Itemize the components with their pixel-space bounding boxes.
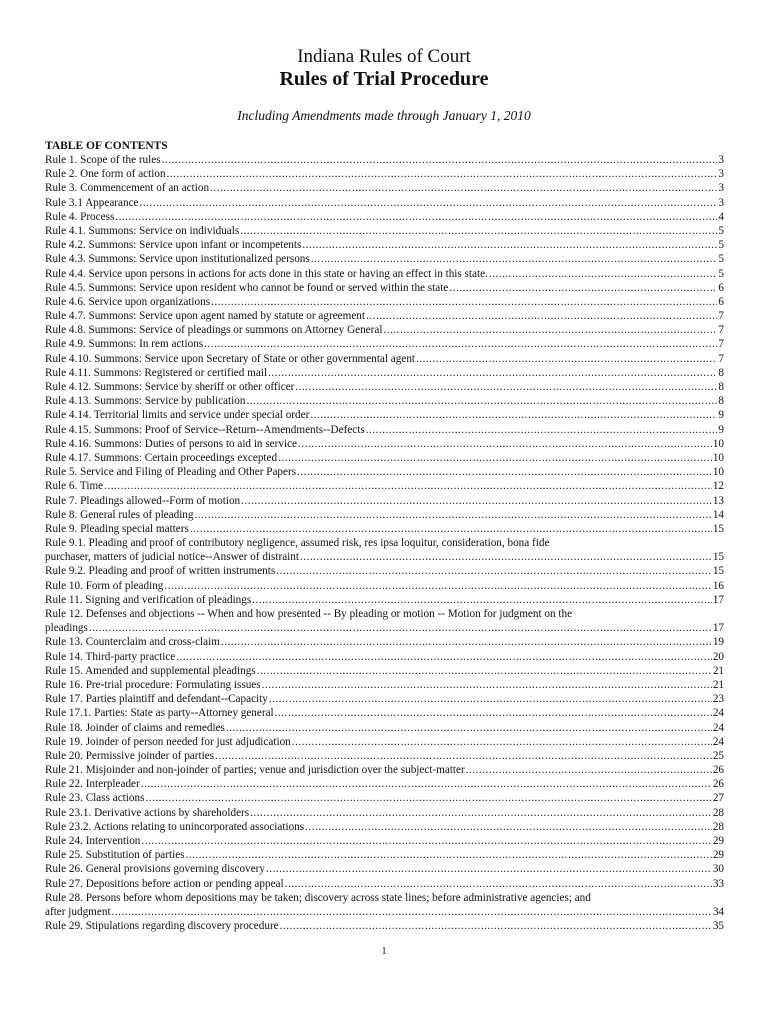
table-of-contents bbox=[45, 153, 724, 933]
document-title: Indiana Rules of Court bbox=[297, 46, 471, 67]
toc-entry-title: Rule 15. Amended and supplemental pleadings bbox=[45, 664, 256, 677]
toc-entry-page: 6 bbox=[718, 295, 724, 308]
toc-entry-page: 8 bbox=[718, 366, 724, 379]
toc-entry-title: Rule 4.2. Summons: Service upon infant or incompetents bbox=[45, 239, 302, 252]
toc-leader-dots bbox=[449, 281, 717, 295]
toc-leader-dots bbox=[240, 224, 717, 238]
toc-entry[interactable] bbox=[45, 862, 724, 876]
toc-entry-page: 21 bbox=[712, 678, 724, 691]
toc-leader-dots bbox=[366, 423, 718, 437]
toc-entry[interactable] bbox=[45, 721, 724, 735]
toc-entry-title: Rule 4.17. Summons: Certain proceedings excepted bbox=[45, 451, 278, 464]
toc-entry-page: 17 bbox=[712, 622, 724, 635]
toc-entry-title: Rule 4.5. Summons: Service upon resident who cannot be found or served within the state bbox=[45, 281, 449, 294]
toc-entry[interactable] bbox=[45, 423, 724, 437]
toc-entry-title: Rule 22. Interpleader bbox=[45, 778, 140, 791]
toc-entry-page: 26 bbox=[712, 778, 724, 791]
toc-entry-page: 7 bbox=[718, 338, 724, 351]
toc-entry[interactable] bbox=[45, 309, 724, 323]
toc-entry-title: Rule 5. Service and Filing of Pleading and Other Papers bbox=[45, 466, 297, 479]
toc-entry[interactable] bbox=[45, 153, 724, 167]
toc-entry-title: Rule 1. Scope of the rules bbox=[45, 154, 161, 166]
toc-entry-page: 27 bbox=[712, 792, 724, 805]
toc-entry[interactable] bbox=[45, 167, 724, 181]
toc-heading: TABLE OF CONTENTS bbox=[45, 140, 168, 152]
toc-entry-page: 3 bbox=[718, 154, 724, 166]
toc-entry-page: 5 bbox=[718, 253, 724, 266]
toc-leader-dots bbox=[278, 451, 712, 465]
toc-entry-title: Rule 4.1. Summons: Service on individuals bbox=[45, 224, 240, 237]
toc-entry-page: 7 bbox=[718, 352, 724, 365]
toc-entry-page: 29 bbox=[712, 835, 724, 848]
toc-entry-page: 10 bbox=[712, 466, 724, 479]
toc-leader-dots bbox=[300, 550, 712, 564]
toc-entry[interactable] bbox=[45, 593, 724, 607]
toc-leader-dots bbox=[112, 905, 712, 919]
toc-entry-page: 15 bbox=[712, 522, 724, 535]
toc-leader-dots bbox=[241, 494, 712, 508]
toc-entry-title-continued: pleadings bbox=[45, 622, 88, 635]
toc-leader-dots bbox=[211, 295, 717, 309]
toc-entry-page: 16 bbox=[712, 579, 724, 592]
toc-leader-dots bbox=[246, 394, 717, 408]
toc-entry[interactable] bbox=[45, 564, 724, 578]
toc-entry[interactable] bbox=[45, 664, 724, 678]
toc-entry[interactable] bbox=[45, 806, 724, 820]
toc-entry[interactable] bbox=[45, 210, 724, 224]
toc-leader-dots bbox=[311, 252, 718, 266]
toc-entry-title: Rule 8. General rules of pleading bbox=[45, 508, 194, 521]
toc-entry[interactable] bbox=[45, 281, 724, 295]
toc-entry-page: 17 bbox=[712, 593, 724, 606]
toc-leader-dots bbox=[297, 465, 712, 479]
toc-entry[interactable] bbox=[45, 366, 724, 380]
toc-entry-page: 5 bbox=[718, 224, 724, 237]
toc-entry-page: 8 bbox=[718, 395, 724, 408]
toc-entry[interactable] bbox=[45, 749, 724, 763]
toc-entry-page: 3 bbox=[718, 168, 724, 181]
toc-entry-title: Rule 4.12. Summons: Service by sheriff or other officer bbox=[45, 381, 295, 393]
toc-leader-dots bbox=[489, 267, 718, 281]
toc-entry-title: Rule 4. Process bbox=[45, 210, 115, 223]
toc-leader-dots bbox=[221, 635, 712, 649]
toc-entry[interactable] bbox=[45, 267, 724, 281]
toc-entry-title: Rule 16. Pre-trial procedure: Formulating issues bbox=[45, 678, 261, 691]
toc-entry-title: Rule 9. Pleading special matters bbox=[45, 522, 189, 535]
toc-entry-page: 10 bbox=[712, 451, 724, 464]
toc-entry-page: 25 bbox=[712, 749, 724, 762]
toc-leader-dots bbox=[276, 564, 712, 578]
toc-entry-title: Rule 29. Stipulations regarding discovery procedure bbox=[45, 920, 279, 933]
toc-entry-title: Rule 13. Counterclaim and cross-claim bbox=[45, 636, 220, 649]
toc-entry-title: Rule 4.14. Territorial limits and service under special order bbox=[45, 409, 310, 422]
toc-leader-dots bbox=[416, 352, 717, 366]
toc-entry-title: Rule 24. Intervention bbox=[45, 835, 141, 848]
toc-entry[interactable] bbox=[45, 763, 724, 777]
toc-entry-page: 15 bbox=[712, 551, 724, 564]
toc-leader-dots bbox=[269, 692, 712, 706]
toc-entry-title: Rule 4.3. Summons: Service upon institutionalized persons bbox=[45, 253, 310, 266]
toc-entry-page: 21 bbox=[712, 664, 724, 677]
toc-entry-page: 33 bbox=[712, 877, 724, 890]
toc-entry-page: 13 bbox=[712, 494, 724, 507]
toc-entry-title: Rule 26. General provisions governing discovery bbox=[45, 863, 265, 876]
toc-entry-title: Rule 23.1. Derivative actions by shareholders bbox=[45, 806, 250, 819]
toc-leader-dots bbox=[164, 579, 711, 593]
toc-entry-title: Rule 27. Depositions before action or pending appeal bbox=[45, 877, 284, 890]
toc-entry-title: Rule 7. Pleadings allowed--Form of motion bbox=[45, 494, 241, 507]
toc-entry-page: 3 bbox=[718, 182, 724, 195]
toc-entry[interactable] bbox=[45, 735, 724, 749]
toc-entry-page: 9 bbox=[718, 423, 724, 436]
toc-entry[interactable] bbox=[45, 352, 724, 366]
toc-leader-dots bbox=[275, 706, 712, 720]
toc-entry-title: Rule 28. Persons before whom depositions may be taken; discovery across state lines; before administrative agencies; and bbox=[45, 891, 591, 904]
toc-leader-dots bbox=[292, 735, 712, 749]
toc-entry-page: 6 bbox=[718, 281, 724, 294]
toc-entry-title: Rule 4.7. Summons: Service upon agent named by statute or agreement bbox=[45, 310, 366, 323]
toc-leader-dots bbox=[298, 437, 712, 451]
toc-leader-dots bbox=[295, 380, 717, 394]
toc-entry[interactable] bbox=[45, 337, 724, 351]
toc-entry-page: 15 bbox=[712, 565, 724, 578]
toc-entry-title: Rule 4.16. Summons: Duties of persons to aid in service bbox=[45, 437, 298, 450]
toc-leader-dots bbox=[162, 153, 718, 167]
toc-entry[interactable] bbox=[45, 252, 724, 266]
toc-entry[interactable] bbox=[45, 451, 724, 465]
toc-entry-title: Rule 3. Commencement of an action bbox=[45, 182, 210, 195]
toc-leader-dots bbox=[466, 763, 712, 777]
toc-entry-title: Rule 4.9. Summons: In rem actions bbox=[45, 338, 204, 351]
toc-entry-page: 24 bbox=[712, 735, 724, 748]
toc-entry[interactable] bbox=[45, 777, 724, 791]
toc-entry-title: Rule 9.1. Pleading and proof of contributory negligence, assumed risk, res ipsa loquitur, consideration, bona fide bbox=[45, 537, 550, 550]
toc-entry-page: 7 bbox=[718, 324, 724, 337]
toc-entry-page: 23 bbox=[712, 693, 724, 706]
toc-entry[interactable] bbox=[45, 508, 724, 522]
amendments-note: Including Amendments made through January 1, 2010 bbox=[237, 108, 531, 123]
toc-leader-dots bbox=[305, 820, 712, 834]
toc-leader-dots bbox=[280, 919, 712, 933]
toc-entry-title: Rule 2. One form of action bbox=[45, 168, 166, 181]
toc-leader-dots bbox=[310, 408, 717, 422]
toc-entry-title: Rule 10. Form of pleading bbox=[45, 579, 164, 592]
toc-leader-dots bbox=[204, 337, 717, 351]
toc-leader-dots bbox=[186, 848, 712, 862]
toc-entry-page: 20 bbox=[712, 650, 724, 663]
toc-entry-title: Rule 23.2. Actions relating to unincorporated associations bbox=[45, 820, 305, 833]
toc-entry-title: Rule 6. Time bbox=[45, 480, 104, 493]
toc-leader-dots bbox=[140, 196, 718, 210]
toc-leader-dots bbox=[302, 238, 717, 252]
toc-entry-page: 8 bbox=[718, 381, 724, 393]
toc-leader-dots bbox=[262, 678, 712, 692]
toc-entry-title: Rule 17.1. Parties: State as party--Attorney general bbox=[45, 707, 274, 720]
toc-entry-page: 5 bbox=[718, 239, 724, 252]
toc-entry-page: 24 bbox=[712, 721, 724, 734]
toc-entry[interactable] bbox=[45, 848, 724, 862]
toc-entry[interactable] bbox=[45, 479, 724, 493]
toc-leader-dots bbox=[252, 593, 712, 607]
toc-entry[interactable] bbox=[45, 181, 724, 195]
toc-entry[interactable] bbox=[45, 877, 724, 891]
toc-entry[interactable] bbox=[45, 224, 724, 238]
toc-leader-dots bbox=[226, 721, 712, 735]
toc-entry-title: Rule 19. Joinder of person needed for just adjudication bbox=[45, 735, 291, 748]
toc-entry[interactable] bbox=[45, 494, 724, 508]
toc-entry-page: 9 bbox=[718, 409, 724, 422]
toc-entry[interactable] bbox=[45, 834, 724, 848]
toc-entry[interactable] bbox=[45, 678, 724, 692]
toc-entry[interactable] bbox=[45, 408, 724, 422]
toc-entry[interactable] bbox=[45, 650, 724, 664]
toc-entry-page: 28 bbox=[712, 806, 724, 819]
toc-entry[interactable] bbox=[45, 607, 724, 635]
toc-entry-page: 30 bbox=[712, 863, 724, 876]
toc-entry-title-continued: purchaser, matters of judicial notice--Answer of distraint bbox=[45, 551, 299, 564]
toc-leader-dots bbox=[195, 508, 712, 522]
toc-entry-title: Rule 4.6. Service upon organizations bbox=[45, 295, 211, 308]
toc-leader-dots bbox=[141, 777, 712, 791]
toc-leader-dots bbox=[383, 323, 717, 337]
toc-entry-page: 10 bbox=[712, 437, 724, 450]
toc-entry-page: 3 bbox=[718, 196, 724, 209]
toc-leader-dots bbox=[176, 650, 712, 664]
toc-leader-dots bbox=[268, 366, 717, 380]
toc-leader-dots bbox=[167, 167, 718, 181]
toc-entry-title-continued: after judgment bbox=[45, 905, 111, 918]
toc-entry[interactable] bbox=[45, 692, 724, 706]
toc-entry[interactable] bbox=[45, 394, 724, 408]
toc-entry[interactable] bbox=[45, 919, 724, 933]
toc-entry[interactable] bbox=[45, 196, 724, 210]
toc-entry-title: Rule 4.11. Summons: Registered or certified mail bbox=[45, 366, 268, 379]
toc-entry-title: Rule 4.13. Summons: Service by publication bbox=[45, 395, 246, 408]
toc-entry-title: Rule 11. Signing and verification of pleadings bbox=[45, 593, 252, 606]
toc-entry-page: 12 bbox=[712, 480, 724, 493]
toc-entry-page: 26 bbox=[712, 764, 724, 777]
toc-entry-title: Rule 17. Parties plaintiff and defendant--Capacity bbox=[45, 693, 268, 706]
toc-entry-page: 29 bbox=[712, 849, 724, 862]
toc-leader-dots bbox=[250, 806, 712, 820]
toc-entry-title: Rule 25. Substitution of parties bbox=[45, 849, 185, 862]
toc-leader-dots bbox=[115, 210, 717, 224]
toc-entry-title: Rule 3.1 Appearance bbox=[45, 196, 139, 209]
toc-entry-title: Rule 4.8. Summons: Service of pleadings or summons on Attorney General bbox=[45, 324, 383, 337]
toc-entry[interactable] bbox=[45, 791, 724, 805]
toc-entry-page: 5 bbox=[718, 267, 724, 280]
toc-entry[interactable] bbox=[45, 706, 724, 720]
toc-entry-page: 35 bbox=[712, 920, 724, 933]
toc-entry-page: 28 bbox=[712, 820, 724, 833]
toc-entry-title: Rule 23. Class actions bbox=[45, 792, 145, 805]
toc-entry[interactable] bbox=[45, 380, 724, 394]
toc-entry-page: 4 bbox=[718, 210, 724, 223]
toc-entry[interactable] bbox=[45, 323, 724, 337]
toc-entry-title: Rule 4.4. Service upon persons in actions for acts done in this state or having an effect in this state. bbox=[45, 267, 488, 280]
toc-entry-title: Rule 21. Misjoinder and non-joinder of parties; venue and jurisdiction over the subject-matter bbox=[45, 764, 465, 777]
toc-entry-page: 7 bbox=[718, 310, 724, 323]
toc-entry-page: 14 bbox=[712, 508, 724, 521]
toc-leader-dots bbox=[285, 877, 712, 891]
toc-entry[interactable] bbox=[45, 522, 724, 536]
toc-entry-title: Rule 4.10. Summons: Service upon Secretary of State or other governmental agent bbox=[45, 352, 416, 365]
toc-entry-title: Rule 20. Permissive joinder of parties bbox=[45, 749, 215, 762]
toc-entry-page: 24 bbox=[712, 707, 724, 720]
toc-entry[interactable] bbox=[45, 635, 724, 649]
page-number: 1 bbox=[381, 946, 387, 957]
toc-entry-title: Rule 14. Third-party practice bbox=[45, 650, 176, 663]
toc-leader-dots bbox=[190, 522, 712, 536]
toc-leader-dots bbox=[141, 834, 711, 848]
toc-entry-page: 19 bbox=[712, 636, 724, 649]
toc-entry[interactable] bbox=[45, 465, 724, 479]
toc-leader-dots bbox=[145, 791, 711, 805]
toc-entry[interactable] bbox=[45, 536, 724, 564]
toc-entry[interactable] bbox=[45, 820, 724, 834]
toc-leader-dots bbox=[210, 181, 717, 195]
toc-entry[interactable] bbox=[45, 295, 724, 309]
toc-leader-dots bbox=[366, 309, 717, 323]
toc-leader-dots bbox=[215, 749, 712, 763]
toc-entry[interactable] bbox=[45, 437, 724, 451]
toc-leader-dots bbox=[266, 862, 712, 876]
toc-entry[interactable] bbox=[45, 579, 724, 593]
document-subtitle: Rules of Trial Procedure bbox=[279, 68, 489, 90]
toc-entry-page: 34 bbox=[712, 905, 724, 918]
toc-entry[interactable] bbox=[45, 238, 724, 252]
toc-leader-dots bbox=[257, 664, 712, 678]
toc-entry-title: Rule 4.15. Summons: Proof of Service--Return--Amendments--Defects bbox=[45, 423, 365, 436]
toc-entry-title: Rule 12. Defenses and objections -- When and how presented -- By pleading or motion -- Motion for judgment on the bbox=[45, 608, 573, 621]
toc-leader-dots bbox=[89, 621, 712, 635]
toc-entry[interactable] bbox=[45, 891, 724, 919]
toc-leader-dots bbox=[104, 479, 712, 493]
toc-entry-title: Rule 18. Joinder of claims and remedies bbox=[45, 721, 225, 734]
toc-entry-title: Rule 9.2. Pleading and proof of written instruments bbox=[45, 565, 276, 578]
